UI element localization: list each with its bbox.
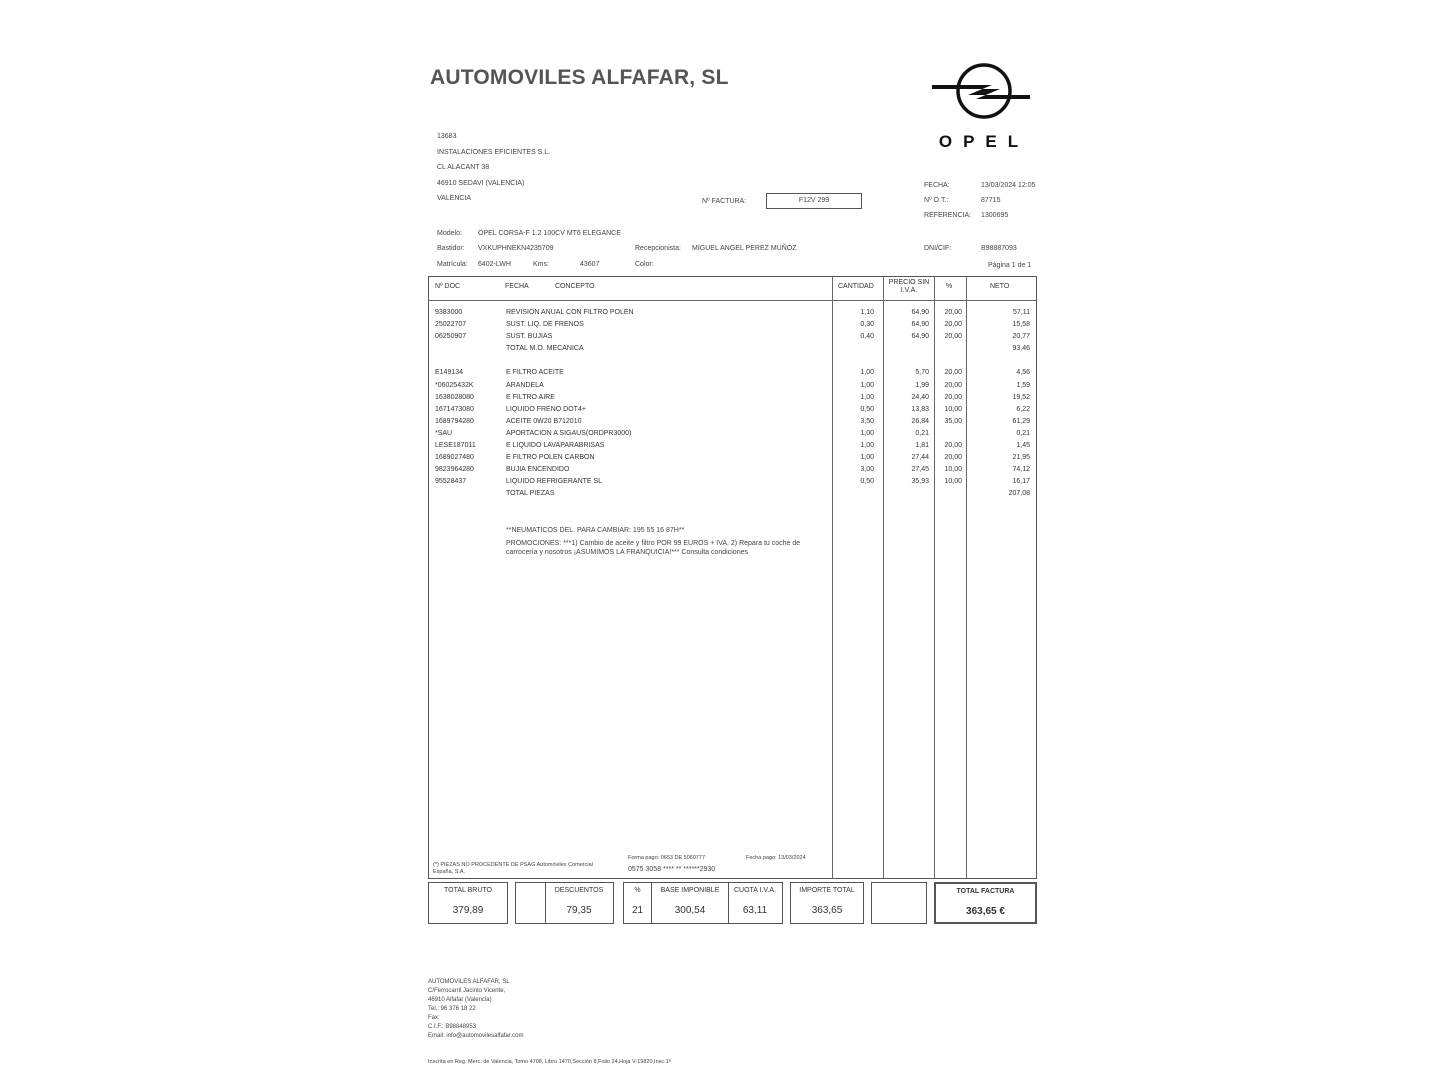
- company-footer: [428, 978, 523, 1041]
- table-row-precio: 1,81: [915, 442, 929, 450]
- header-fecha: FECHA: [505, 283, 529, 290]
- table-row-pct: 10,00: [944, 466, 962, 474]
- footer-company: AUTOMOVILES ALFAFAR, SL: [428, 979, 510, 985]
- table-row-precio: 24,40: [911, 393, 929, 401]
- table-row-neto: 74,12: [1012, 466, 1030, 474]
- header-precio: PRECIO SIN I.V.A.: [888, 279, 930, 294]
- table-row-precio: 35,93: [911, 478, 929, 486]
- table-row-cantidad: 1,00: [860, 454, 874, 462]
- iva-pct-value: 21: [631, 905, 644, 916]
- col-divider-precio: [883, 276, 884, 879]
- brand-name: OPEL: [938, 132, 1030, 151]
- customer-code: 13683: [437, 133, 457, 140]
- ot-label: Nº O.T.:: [924, 197, 949, 204]
- table-row-pct: 20,00: [944, 393, 962, 401]
- header-neto: NETO: [990, 283, 1010, 290]
- ot-value: 87715: [981, 197, 1001, 204]
- table-row-cantidad: 1,00: [860, 429, 874, 437]
- table-row-pct: 35,00: [944, 417, 962, 425]
- table-row-pct: [936, 355, 962, 367]
- total-bruto-value: 379,89: [452, 905, 484, 916]
- footer-cif: C.I.F.: B98848953: [428, 1024, 477, 1030]
- table-row-neto: 20,77: [1012, 333, 1030, 341]
- importe-total-value: 363,65: [811, 905, 843, 916]
- piezas-note: [433, 862, 593, 875]
- table-row-concepto: E FILTRO POLEN CARBON: [506, 454, 595, 462]
- table-row-cantidad: 1,00: [860, 442, 874, 450]
- table-row-pct: 20,00: [944, 321, 962, 329]
- header-doc: Nº DOC: [435, 283, 461, 290]
- table-row-cantidad: 0,50: [860, 478, 874, 486]
- table-row-precio: 1,99: [915, 381, 929, 389]
- table-row-doc: 1671473080: [435, 405, 474, 413]
- table-row-neto: 15,58: [1012, 321, 1030, 329]
- opel-emblem-icon: [930, 58, 1038, 128]
- table-row-pct: 10,00: [944, 405, 962, 413]
- table-row-concepto: E FILTRO ACEITE: [506, 369, 564, 377]
- table-row-precio: [886, 343, 929, 355]
- table-row-precio: 64,90: [911, 333, 929, 341]
- table-row-concepto: E LIQUIDO LAVAPARABRISAS: [506, 442, 605, 450]
- table-row-doc: 9823964280: [435, 466, 474, 474]
- fecha-pago: Fecha pago: 13/03/2024: [746, 855, 806, 861]
- kms-value: 43607: [580, 261, 600, 268]
- header-cantidad: CANTIDAD: [838, 283, 874, 290]
- table-row-neto: 61,29: [1012, 417, 1030, 425]
- table-row-doc: *06025432K: [435, 381, 474, 389]
- table-row-concepto: BUJIA ENCENDIDO: [506, 466, 570, 474]
- customer-province: VALENCIA: [437, 195, 472, 202]
- table-row-concepto: LIQUIDO REFRIGERANTE SL: [506, 478, 603, 486]
- recepcionista-label: Recepcionista:: [635, 245, 681, 252]
- dni-value: B98887093: [981, 245, 1017, 252]
- table-row-neto: 207,08: [1008, 490, 1030, 498]
- table-row-neto: 21,95: [1012, 454, 1030, 462]
- piezas-note-line-2: España, S.A.: [433, 868, 466, 875]
- promo-line-1: PROMOCIONES: ***1) Cambio de aceite y filtro POR 99 EUROS + IVA. 2) Repara tu coche de: [506, 540, 801, 547]
- table-row-precio: [886, 488, 929, 500]
- table-row-pct: 20,00: [944, 442, 962, 450]
- table-row-precio: 27,45: [911, 466, 929, 474]
- table-row-doc: 95528437: [435, 478, 467, 486]
- table-row-doc: LESE187011: [435, 442, 476, 450]
- table-row-precio: 0,21: [915, 429, 929, 437]
- modelo-value: OPEL CORSA-F 1.2 100CV MT6 ELEGANCE: [478, 230, 621, 237]
- descuentos-label: DESCUENTOS: [554, 887, 604, 894]
- table-row-neto: [968, 355, 1030, 367]
- table-row-concepto: APORTACION A SIGAUS(ORDPR3000): [506, 429, 632, 437]
- table-row-cantidad: 1,10: [860, 309, 874, 316]
- table-row-pct: [936, 488, 962, 500]
- table-row-concepto: REVISION ANUAL CON FILTRO POLEN: [506, 309, 634, 316]
- table-row-precio: 26,84: [911, 417, 929, 425]
- footer-street: C/Ferrocarril Jacinto Vicente,: [428, 988, 506, 994]
- cuota-iva-value: 63,11: [742, 905, 768, 916]
- header-concepto: CONCEPTO: [555, 283, 595, 290]
- table-row-concepto: ACEITE 0W20 B712010: [506, 417, 582, 425]
- table-row-doc: 25022707: [435, 321, 467, 329]
- col-concepto: [506, 307, 634, 501]
- opel-logo: [930, 58, 1038, 158]
- table-row-cantidad: [836, 355, 874, 367]
- registro-mercantil: Inscrita en Reg. Merc. de Valencia, Tomo 4708, Libro 1470,Sección 8,Folio 24,Hoja V-19820,Insc.1ª: [428, 1059, 671, 1065]
- table-row-cantidad: 3,50: [860, 417, 874, 425]
- table-row-doc: [435, 355, 476, 367]
- col-doc: [435, 307, 476, 501]
- table-row-doc: 1689027480: [435, 454, 474, 462]
- table-row-neto: 19,52: [1012, 393, 1030, 401]
- table-row-precio: [886, 355, 929, 367]
- table-row-doc: 9383000: [435, 309, 463, 316]
- table-row-neto: 6,22: [1016, 405, 1030, 413]
- table-row-pct: 20,00: [944, 454, 962, 462]
- customer-street: CL ALACANT 38: [437, 164, 490, 171]
- referencia-label: REFERENCIA:: [924, 212, 972, 219]
- recepcionista-value: MIGUEL ANGEL PEREZ MUÑOZ: [692, 245, 797, 252]
- table-header-divider: [428, 300, 1037, 301]
- table-row-cantidad: 1,00: [860, 393, 874, 401]
- footer-phone: Tel.: 96 376 18 22: [428, 1006, 476, 1012]
- invoice-number-label: Nº FACTURA:: [702, 198, 747, 205]
- table-row-cantidad: 1,00: [860, 369, 874, 377]
- customer-city: 46910 SEDAVI (VALENCIA): [437, 180, 525, 187]
- bastidor-value: VXKUPHNEKN4235709: [478, 245, 554, 252]
- footer-email: Email: info@automovilesalfafar.com: [428, 1033, 524, 1039]
- table-row-concepto: TOTAL PIEZAS: [506, 490, 555, 498]
- table-row-pct: 20,00: [944, 333, 962, 341]
- neumaticos-note: **NEUMATICOS DEL. PARA CAMBIAR: 195 55 16 87H**: [506, 527, 685, 534]
- forma-pago: Forma pago: 0653 DE 5060777: [628, 855, 706, 861]
- total-factura-label: TOTAL FACTURA: [956, 888, 1015, 895]
- table-row-pct: 20,00: [944, 309, 962, 316]
- col-divider-cantidad: [832, 276, 833, 879]
- table-row-neto: 4,56: [1016, 369, 1030, 377]
- table-row-doc: 06250907: [435, 333, 467, 341]
- table-row-neto: 57,11: [1013, 309, 1030, 316]
- table-row-cantidad: 0,50: [860, 405, 874, 413]
- table-row-cantidad: 3,00: [860, 466, 874, 474]
- footer-fax: Fax:: [428, 1015, 440, 1021]
- table-row-precio: 13,83: [911, 405, 929, 413]
- total-factura-box: [934, 882, 1037, 924]
- promo-line-2: carrocería y nosotros ¡ASUMIMOS LA FRANQUICIA!*** Consulta condiciones: [506, 549, 748, 556]
- empty-total-box: [871, 882, 927, 924]
- page-indicator: Página 1 de 1: [988, 262, 1032, 269]
- footer-city: 46910 Alfafar (Valencia): [428, 997, 492, 1003]
- table-row-doc: [435, 343, 476, 355]
- company-name: AUTOMOVILES ALFAFAR, SL: [430, 66, 729, 89]
- col-neto: [968, 307, 1030, 501]
- invoice-number-box: [766, 193, 862, 209]
- table-row-doc: E149134: [435, 369, 464, 377]
- iva-box: [623, 882, 783, 924]
- table-row-neto: 93,46: [1012, 345, 1030, 353]
- fecha-label: FECHA:: [924, 182, 950, 189]
- header-pct: %: [946, 283, 953, 290]
- table-row-neto: 1,45: [1016, 442, 1030, 450]
- col-divider-neto: [966, 276, 967, 879]
- bank-account: 0575 3058 **** ** ******2930: [628, 866, 716, 873]
- base-imponible-value: 300,54: [674, 905, 706, 916]
- table-row-neto: 0,21: [1016, 429, 1030, 437]
- table-row-cantidad: 0,30: [860, 321, 874, 329]
- total-bruto-label: TOTAL BRUTO: [444, 887, 492, 894]
- table-row-pct: 10,00: [944, 478, 962, 486]
- fecha-value: 13/03/2024 12:05: [981, 182, 1036, 189]
- table-row-concepto: LIQUIDO FRENO DOT4+: [506, 405, 586, 413]
- referencia-value: 1300695: [981, 212, 1009, 219]
- table-row-doc: *SAU: [435, 429, 453, 437]
- table-row-concepto: SUST. LIQ. DE FRENOS: [506, 321, 584, 329]
- table-row-pct: 20,00: [944, 381, 962, 389]
- table-row-concepto: ARANDELA: [506, 381, 544, 389]
- kms-label: Kms:: [533, 261, 549, 268]
- total-factura-value: 363,65 €: [966, 906, 1005, 917]
- matricula-value: 6402-LWH: [478, 261, 511, 268]
- importe-total-label: IMPORTE TOTAL: [799, 887, 855, 894]
- table-row-concepto: SUST. BUJIAS: [506, 333, 553, 341]
- table-row-neto: 16,17: [1012, 478, 1030, 486]
- descuentos-box: [515, 882, 614, 924]
- invoice-number: F12V 299: [798, 197, 830, 204]
- col-pct: [936, 307, 962, 501]
- table-row-concepto: [506, 355, 634, 367]
- col-precio: [886, 307, 929, 501]
- table-row-cantidad: 0,40: [860, 333, 874, 341]
- iva-pct-label: %: [634, 887, 641, 894]
- table-row-pct: [936, 428, 962, 440]
- table-row-doc: 1638028080: [435, 393, 474, 401]
- table-row-doc: 1689794280: [435, 417, 474, 425]
- table-row-precio: 27,44: [911, 454, 929, 462]
- table-row-neto: 1,59: [1016, 381, 1030, 389]
- customer-name: INSTALACIONES EFICIENTES S.L.: [437, 149, 551, 156]
- table-row-cantidad: [836, 488, 874, 500]
- total-bruto-box: [428, 882, 508, 924]
- cuota-iva-label: CUOTA I.V.A.: [733, 887, 776, 894]
- matricula-label: Matrícula:: [437, 261, 468, 268]
- table-row-cantidad: 1,00: [860, 381, 874, 389]
- col-cantidad: [836, 307, 874, 501]
- table-row-doc: [435, 488, 476, 500]
- table-row-precio: 64,90: [911, 309, 929, 316]
- descuentos-value: 79,35: [566, 905, 592, 916]
- col-divider-pct: [934, 276, 935, 879]
- piezas-note-line-1: (*) PIEZAS NO PROCEDENTE DE PSAG Automóviles Comercial: [433, 862, 593, 868]
- table-row-concepto: TOTAL M.O. MECANICA: [506, 345, 584, 353]
- table-row-pct: [936, 343, 962, 355]
- table-row-precio: 64,90: [911, 321, 929, 329]
- modelo-label: Modelo:: [437, 230, 462, 237]
- table-row-concepto: E FILTRO AIRE: [506, 393, 555, 401]
- table-row-precio: 5,70: [915, 369, 929, 377]
- table-row-cantidad: [836, 343, 874, 355]
- dni-label: DNI/CIF:: [924, 245, 952, 252]
- base-imponible-label: BASE IMPONIBLE: [660, 887, 720, 894]
- bastidor-label: Bastidor:: [437, 245, 465, 252]
- importe-total-box: [790, 882, 864, 924]
- table-row-pct: 20,00: [944, 369, 962, 377]
- color-label: Color:: [635, 261, 654, 268]
